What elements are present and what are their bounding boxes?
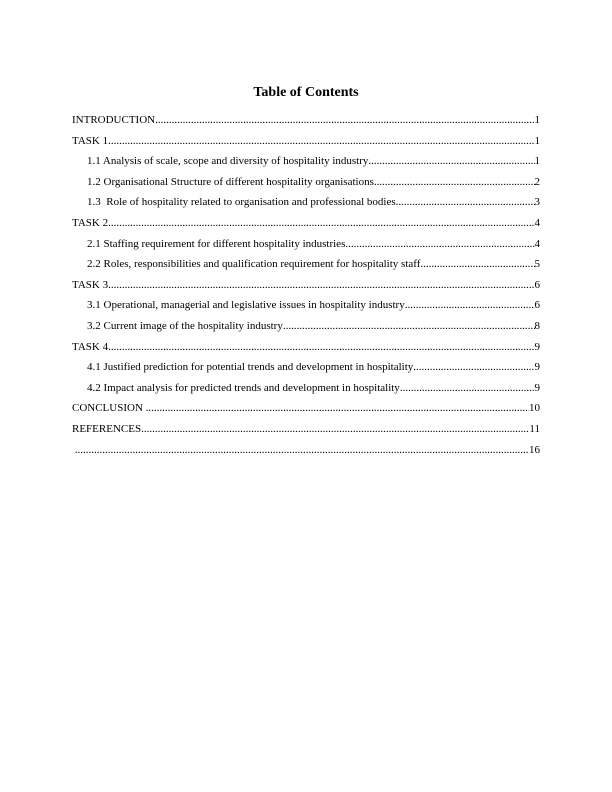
toc-entry-label: CONCLUSION xyxy=(72,402,146,415)
toc-entry-4-2[interactable] xyxy=(72,381,540,402)
dot-leader xyxy=(155,113,534,127)
toc-entry-4-1[interactable] xyxy=(72,360,540,381)
toc-entry-page: 1 xyxy=(534,114,540,126)
toc-entry-page: 4 xyxy=(534,216,540,229)
dot-leader xyxy=(108,278,534,292)
toc-entry-label: TASK 4 xyxy=(72,340,109,353)
toc-entry-page: 5 xyxy=(534,258,540,271)
dot-leader xyxy=(420,257,534,271)
toc-entry-page: 8 xyxy=(534,319,540,332)
toc-entry-label: TASK 3 xyxy=(72,278,109,291)
toc-entry-task-2[interactable] xyxy=(72,216,540,237)
toc-entry-1-1[interactable] xyxy=(72,154,540,175)
toc-entry-page: 16 xyxy=(529,443,540,456)
dot-leader xyxy=(108,340,534,354)
toc-entry-page: 9 xyxy=(534,361,540,374)
toc-entry-page: 9 xyxy=(534,381,540,394)
toc-title: Table of Contents xyxy=(253,85,359,100)
dot-leader xyxy=(108,134,534,148)
toc-entry-3-2[interactable] xyxy=(72,319,540,340)
toc-entry-page: 6 xyxy=(534,278,540,291)
toc-entry-task-1[interactable] xyxy=(72,134,540,155)
toc-entry-label: 1.1 Analysis of scale, scope and diversity of hospitality industry xyxy=(87,155,369,168)
dot-leader xyxy=(405,298,535,312)
toc-entry-page: 4 xyxy=(534,237,540,250)
dot-leader xyxy=(345,237,534,251)
dot-leader xyxy=(146,401,529,415)
toc-entry-1-2[interactable] xyxy=(72,175,540,196)
toc-entry-page: 11 xyxy=(529,422,540,435)
toc-entry-label: INTRODUCTION xyxy=(72,114,156,126)
toc-entry-task-3[interactable] xyxy=(72,278,540,299)
toc-entry-label: 3.1 Operational, managerial and legislative issues in hospitality industry xyxy=(87,299,405,312)
toc-entry-1-3[interactable] xyxy=(72,195,540,216)
dot-leader xyxy=(413,360,534,374)
toc-entry-task-4[interactable] xyxy=(72,340,540,361)
toc-entry-label: 3.2 Current image of the hospitality industry xyxy=(87,319,283,332)
toc-entry-label: 2.1 Staffing requirement for different hospitality industries xyxy=(87,237,346,250)
dot-leader xyxy=(396,195,535,209)
table-of-contents xyxy=(72,113,540,463)
toc-entry-references[interactable] xyxy=(72,422,540,443)
toc-entry-page: 6 xyxy=(534,299,540,312)
dot-leader xyxy=(75,443,529,457)
toc-entry-2-2[interactable] xyxy=(72,257,540,278)
toc-entry-conclusion[interactable] xyxy=(72,401,540,422)
toc-entry-label: 1.2 Organisational Structure of different hospitality organisations xyxy=(87,175,374,188)
toc-entry-page: 1 xyxy=(534,155,540,168)
dot-leader xyxy=(368,154,534,168)
dot-leader xyxy=(283,319,535,333)
toc-entry-label: 1.3 Role of hospitality related to organisation and professional bodies xyxy=(87,196,396,209)
toc-entry-label: TASK 1 xyxy=(72,134,109,147)
toc-entry-introduction[interactable] xyxy=(72,113,540,134)
toc-entry-page: 10 xyxy=(529,402,540,415)
toc-entry-3-1[interactable] xyxy=(72,298,540,319)
dot-leader xyxy=(374,175,535,189)
toc-entry-label: TASK 2 xyxy=(72,216,109,229)
toc-entry-label: REFERENCES xyxy=(72,422,142,435)
toc-entry-2-1[interactable] xyxy=(72,237,540,258)
toc-entry-label: 4.2 Impact analysis for predicted trends and development in hospitality xyxy=(87,381,400,394)
toc-entry-untitled[interactable] xyxy=(72,443,540,464)
toc-entry-page: 3 xyxy=(534,196,540,209)
toc-entry-label: 4.1 Justified prediction for potential trends and development in hospitality xyxy=(87,361,414,374)
toc-entry-page: 9 xyxy=(534,340,540,353)
toc-entry-page: 2 xyxy=(534,175,540,188)
dot-leader xyxy=(108,216,534,230)
dot-leader xyxy=(400,381,535,395)
toc-entry-label: 2.2 Roles, responsibilities and qualification requirement for hospitality staff xyxy=(87,258,421,271)
dot-leader xyxy=(141,422,529,436)
toc-entry-page: 1 xyxy=(534,134,540,147)
